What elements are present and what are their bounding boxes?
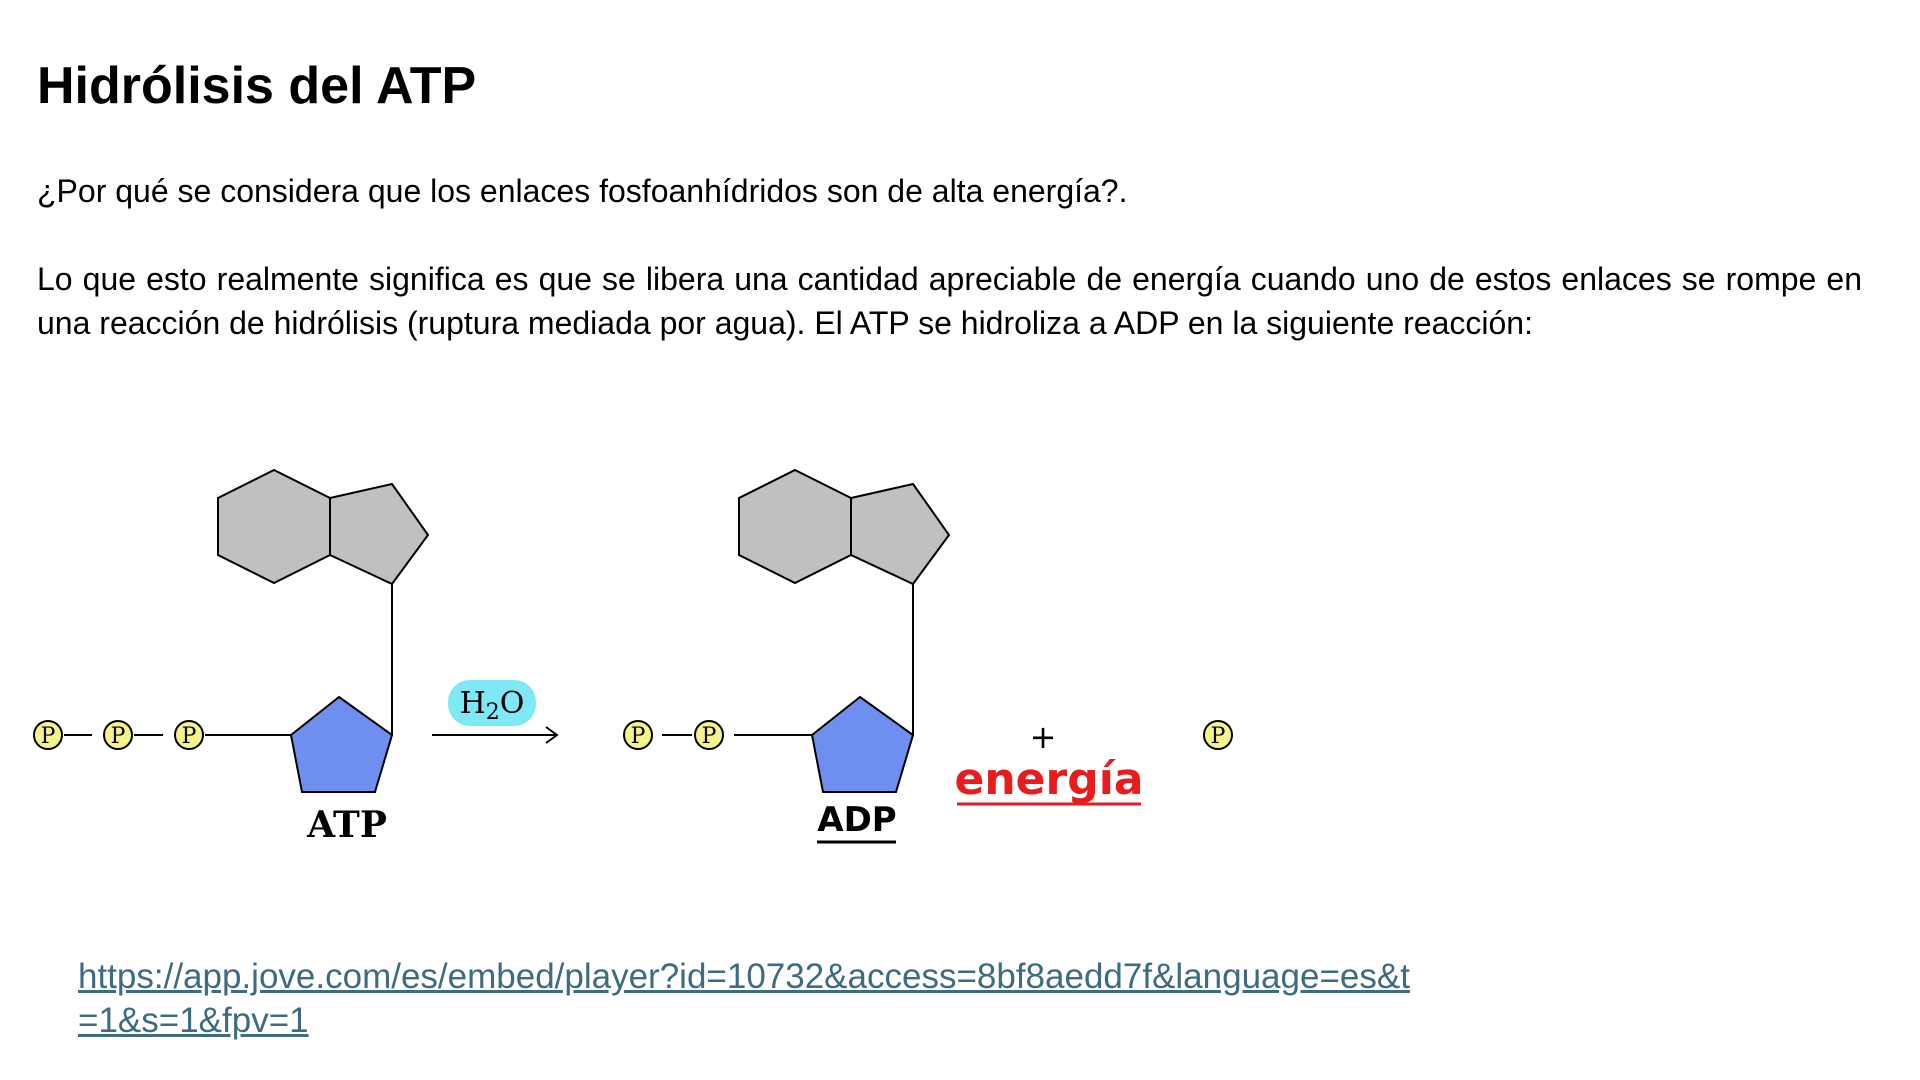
- phosphate-label: P: [181, 724, 197, 749]
- atp-phosphate-chain: [34, 721, 291, 749]
- question-text: ¿Por qué se considera que los enlaces fosfoanhídridos son de alta energía?.: [37, 173, 1128, 209]
- source-link[interactable]: https://app.jove.com/es/embed/player?id=10732&access=8bf8aedd7f&language=es&t=1&s=1&fpv=1: [78, 957, 1410, 1040]
- adenine-base-icon: [739, 470, 949, 584]
- phosphate-icon: [175, 721, 203, 749]
- ribose-pentagon-icon: [812, 697, 913, 792]
- phosphate-label: P: [630, 724, 646, 749]
- reaction-arrow: [432, 680, 557, 743]
- ribose-pentagon-icon: [291, 697, 392, 792]
- adp-label: ADP: [817, 800, 897, 840]
- phosphate-label: P: [1210, 724, 1226, 749]
- atp-molecule: [34, 470, 428, 846]
- plus-sign: +: [1029, 718, 1057, 756]
- phosphate-icon: [104, 721, 132, 749]
- adp-molecule: [624, 470, 949, 842]
- adp-phosphate-chain: [624, 721, 812, 749]
- slide-title: Hidrólisis del ATP: [37, 57, 477, 115]
- phosphate-icon: [695, 721, 723, 749]
- phosphate-icon: [624, 721, 652, 749]
- phosphate-icon: [34, 721, 62, 749]
- water-label: $H_2O$: [459, 686, 525, 725]
- atp-label: ATP: [307, 804, 387, 846]
- atp-hydrolysis-diagram: [30, 440, 1270, 860]
- phosphate-icon: [1204, 721, 1232, 749]
- phosphate-label: P: [701, 724, 717, 749]
- energy-label: energía: [954, 754, 1144, 805]
- phosphate-label: P: [110, 724, 126, 749]
- phosphate-label: P: [40, 724, 56, 749]
- explanation-paragraph: Lo que esto realmente significa es que se libera una cantidad apreciable de energía cuando uno de estos enlaces se rompe en una reacción de hidrólisis (ruptura mediada por agua). El ATP se hidroliza a ADP en la siguiente reacción:: [37, 261, 1862, 341]
- adenine-base-icon: [218, 470, 428, 584]
